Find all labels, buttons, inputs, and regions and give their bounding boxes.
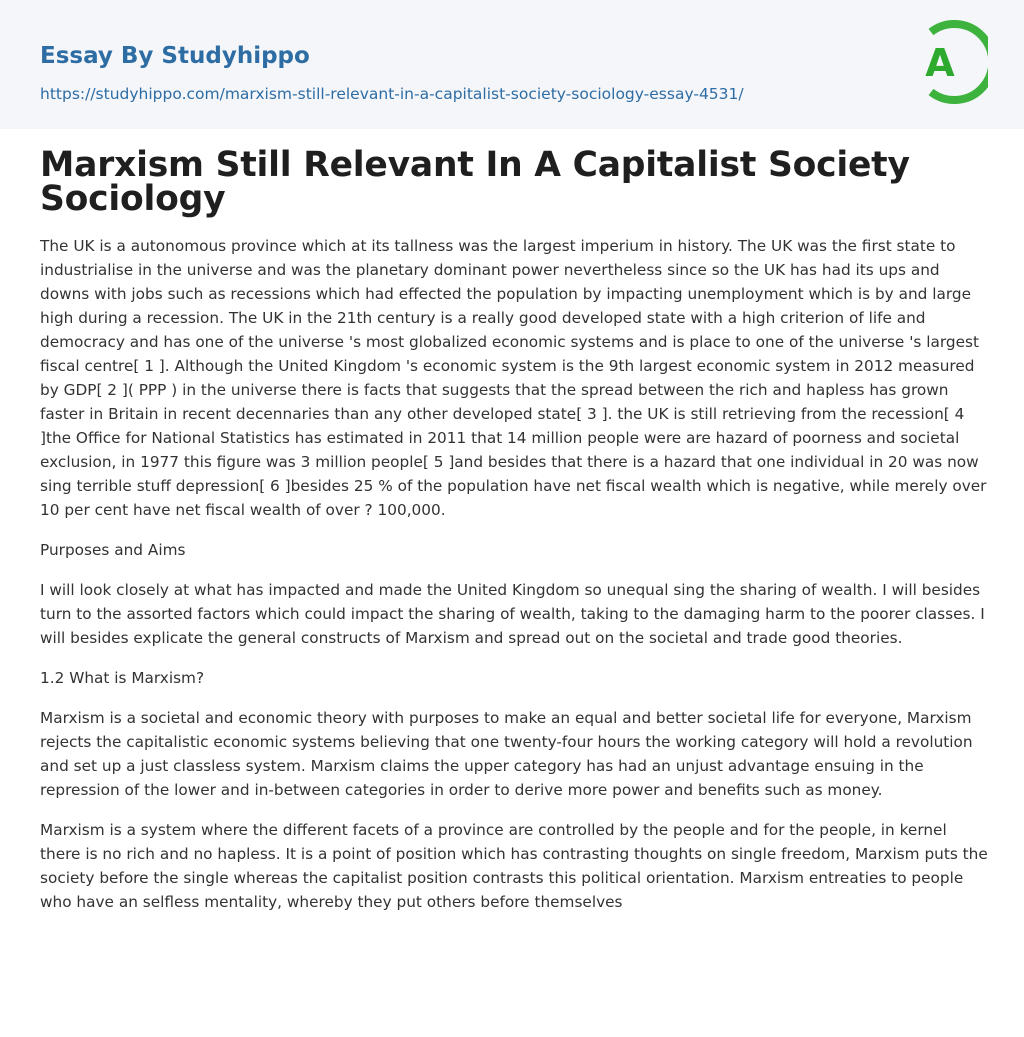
section-heading-purposes: Purposes and Aims [40,541,186,559]
essay-content [40,145,990,914]
essay-url-link[interactable]: https://studyhippo.com/marxism-still-relevant-in-a-capitalist-society-sociology-essay-4531/ [40,85,744,103]
essay-title: Marxism Still Relevant In A Capitalist Society Sociology [40,145,910,219]
logo-letter: A [925,41,955,85]
essay-paragraph-4: Marxism is a system where the different facets of a province are controlled by the people and for the people, in kernel there is no rich and no hapless. It is a point of position which has contrasting thoughts on single freedom, Marxism puts the society before the single whereas the capitalist position contrasts this political orientation. Marxism entreaties to people who have an selfless mentality, whereby they put others before themselves [40,821,988,911]
site-brand[interactable]: Essay By Studyhippo [40,43,310,69]
studyhippo-logo-icon[interactable] [912,18,988,106]
essay-paragraph-2: I will look closely at what has impacted and made the United Kingdom so unequal sing the sharing of wealth. I will besides turn to the assorted factors which could impact the sharing of wealth, taking to the damaging harm to the poorer classes. I will besides explicate the general constructs of Marxism and spread out on the societal and trade good theories. [40,581,985,647]
essay-paragraph-1: The UK is a autonomous province which at its tallness was the largest imperium in history. The UK was the first state to industrialise in the universe and was the planetary dominant power nevertheless since so the UK has had its ups and downs with jobs such as recessions which had effected the population by impacting unemployment which is by and large high during a recession. The UK in the 21th century is a really good developed state with a high criterion of life and democracy and has one of the universe 's most globalized economic systems and is place to one of the universe 's largest fiscal centre[ 1 ]. Although the United Kingdom 's economic system is the 9th largest economic system in 2012 measured by GDP[ 2 ]( PPP ) in the universe there is facts that suggests that the spread between the rich and hapless has grown faster in Britain in recent decennaries than any other developed state[ 3 ]. the UK is still retrieving from the recession[ 4 ]the Office for National Statistics has estimated in 2011 that 14 million people were are hazard of poorness and societal exclusion, in 1977 this figure was 3 million people[ 5 ]and besides that there is a hazard that one individual in 20 was now sing terrible stuff depression[ 6 ]besides 25 % of the population have net fiscal wealth which is negative, while merely over 10 per cent have net fiscal wealth of over ? 100,000. [40,237,987,519]
essay-paragraph-3: Marxism is a societal and economic theory with purposes to make an equal and better societal life for everyone, Marxism rejects the capitalistic economic systems believing that one twenty-four hours the working category will hold a revolution and set up a just classless system. Marxism claims the upper category has had an unjust advantage ensuing in the repression of the lower and in-between categories in order to derive more power and benefits such as money. [40,709,973,799]
site-header [0,0,1024,129]
section-heading-what-is-marxism: 1.2 What is Marxism? [40,669,205,687]
